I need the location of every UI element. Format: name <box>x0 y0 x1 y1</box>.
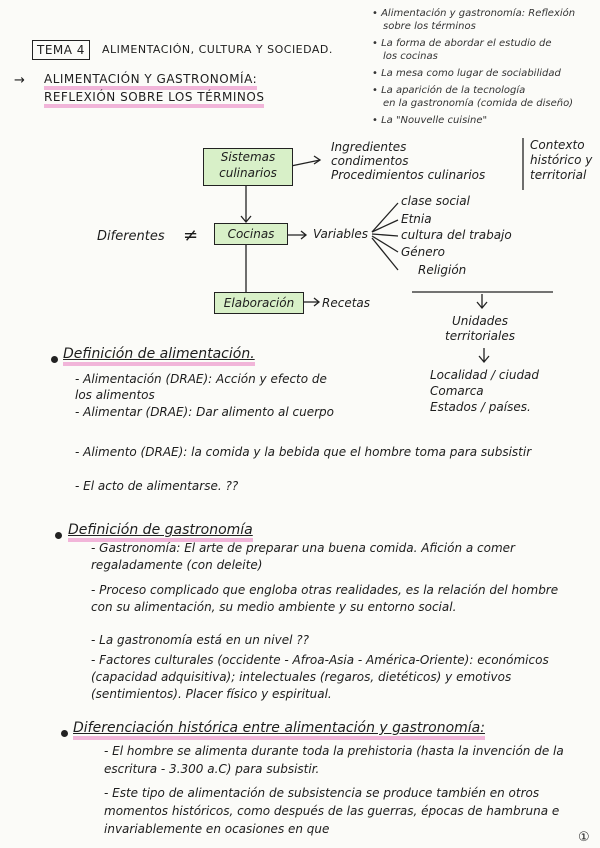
section-3-item-1: - El hombre se alimenta durante toda la prehistoria (hasta la invención de la escritura - 3.300 a.C) para subsistir. <box>104 744 564 776</box>
note-line-5: • La mesa como lugar de sociabilidad <box>372 68 561 79</box>
elaboracion-box: Elaboración <box>214 292 304 314</box>
note-line-1: • Alimentación y gastronomía: Reflexión <box>372 8 576 19</box>
subtitle-line-1: ALIMENTACIÓN Y GASTRONOMÍA: <box>44 72 257 90</box>
section-2-item-1: - Gastronomía: El arte de preparar una buena comida. Afición a comer regaladamente (con deleite) <box>91 541 515 572</box>
subtitle-line-2: REFLEXIÓN SOBRE LOS TÉRMINOS <box>44 90 264 108</box>
diferentes-label: Diferentes <box>97 229 165 244</box>
note-line-2: sobre los términos <box>383 21 476 32</box>
section-1-item-4: - El acto de alimentarse. ?? <box>75 479 239 493</box>
localidad-label: Localidad / ciudad <box>430 368 540 382</box>
section-1-item-2: - Alimentar (DRAE): Dar alimento al cuerpo <box>75 405 334 419</box>
unidades-label: Unidades territoriales <box>445 314 515 343</box>
note-line-4: los cocinas <box>383 51 438 62</box>
procedimientos-label: Procedimientos culinarios <box>331 168 486 182</box>
section-1-item-3: - Alimento (DRAE): la comida y la bebida que el hombre toma para subsistir <box>75 445 532 459</box>
arrow-glyph: → <box>14 73 25 88</box>
page-title: ALIMENTACIÓN, CULTURA Y SOCIEDAD. <box>102 43 333 56</box>
section-2-item-4: - Factores culturales (occidente - Afroa-Asia - América-Oriente): económicos (capacidad adquisitiva); intelectuales (regaros, dietéticos) y emotivos (sentimientos). Placer físico y espiritual. <box>91 653 549 701</box>
section-3-title: Diferenciación histórica entre alimentación y gastronomía: <box>73 720 485 740</box>
recetas-label: Recetas <box>322 296 371 310</box>
section-bullet <box>61 730 68 737</box>
section-2-item-2: - Proceso complicado que engloba otras realidades, es la relación del hombre con su alimentación, su medio ambiente y su entorno social. <box>91 583 559 614</box>
contexto-label: Contexto histórico y territorial <box>530 138 593 182</box>
tema-label: TEMA 4 <box>32 40 90 60</box>
section-bullet <box>51 356 58 363</box>
cultura-label: cultura del trabajo <box>401 228 512 242</box>
note-line-3: • La forma de abordar el estudio de <box>372 38 552 49</box>
sistemas-box: Sistemas culinarios <box>203 148 293 186</box>
religion-label: Religión <box>418 263 467 277</box>
section-bullet <box>55 532 62 539</box>
note-line-7: en la gastronomía (comida de diseño) <box>383 98 574 109</box>
section-2-item-3: - La gastronomía está en un nivel ?? <box>91 633 309 647</box>
variables-label: Variables <box>313 227 369 241</box>
estados-label: Estados / países. <box>430 400 531 414</box>
cocinas-box: Cocinas <box>214 223 288 245</box>
section-1-item-1: - Alimentación (DRAE): Acción y efecto de los alimentos <box>75 372 327 402</box>
note-line-8: • La "Nouvelle cuisine" <box>372 115 488 126</box>
note-line-6: • La aparición de la tecnología <box>372 85 526 96</box>
genero-label: Género <box>401 245 445 259</box>
etnia-label: Etnia <box>401 212 432 226</box>
comarca-label: Comarca <box>430 384 484 398</box>
section-3-item-2: - Este tipo de alimentación de subsistencia se produce también en otros momentos históricos, como después de las guerras, épocas de hambruna e invariablemente en ocasiones en que <box>104 786 560 836</box>
section-1-title: Definición de alimentación. <box>63 346 255 366</box>
condimentos-label: condimentos <box>331 154 409 168</box>
clase-label: clase social <box>401 194 470 208</box>
ingredientes-label: Ingredientes <box>331 140 407 154</box>
section-2-title: Definición de gastronomía <box>68 522 253 542</box>
page-number: ① <box>578 830 590 845</box>
not-equal-glyph: ≠ <box>183 225 199 246</box>
